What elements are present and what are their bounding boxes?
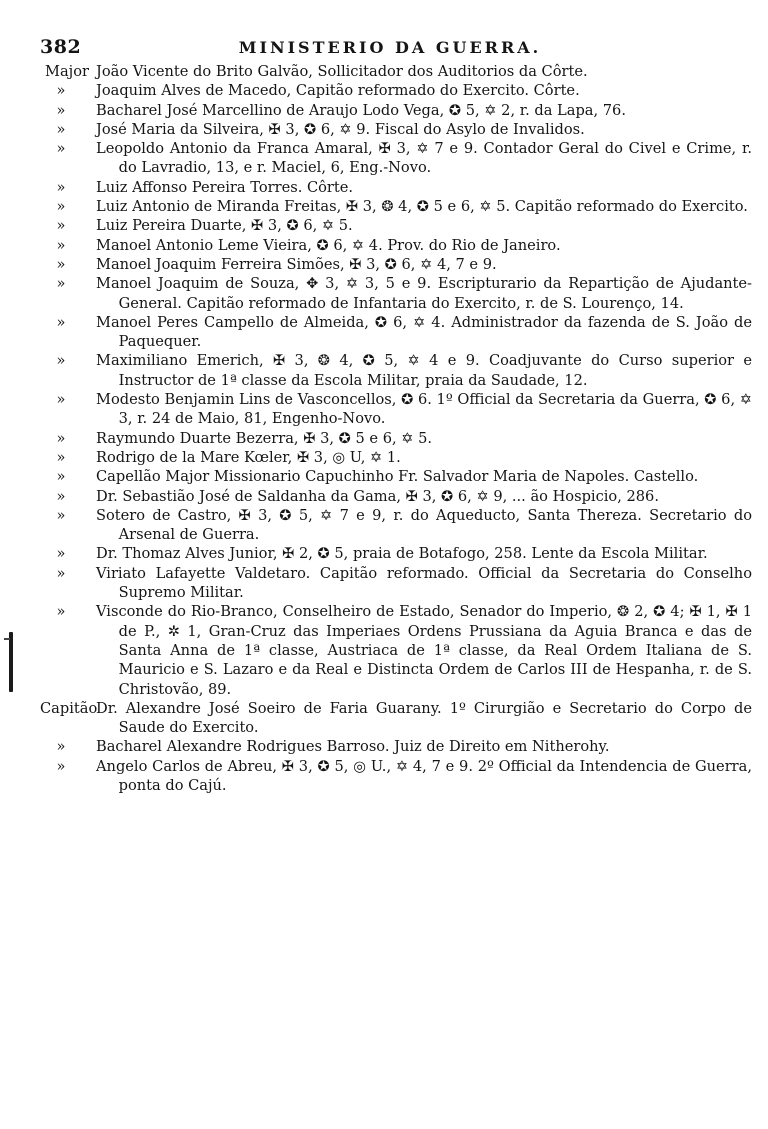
- entry-text: Raymundo Duarte Bezerra, ✠ 3, ✪ 5 e 6, ✡ 5.: [96, 429, 433, 447]
- entry-rank: »: [56, 757, 66, 775]
- list-entry: [40, 429, 752, 448]
- entry-rank: »: [56, 140, 66, 158]
- entry-rank: »: [56, 101, 66, 119]
- entry-rank: »: [56, 468, 66, 486]
- entry-text: Joaquim Alves de Macedo, Capitão reformado do Exercito. Côrte.: [96, 82, 580, 100]
- entry-text: Dr. Sebastião José de Saldanha da Gama, ✠ 3, ✪ 6, ✡ 9, ... ão Hospicio, 286.: [96, 487, 659, 505]
- list-entry: [40, 120, 752, 139]
- entry-rank: »: [56, 391, 66, 409]
- entry-rank: »: [56, 506, 66, 524]
- officer-list: [40, 62, 752, 795]
- entry-text: Bacharel Alexandre Rodrigues Barroso. Juiz de Direito em Nitherohy.: [96, 738, 610, 756]
- entry-rank: »: [56, 487, 66, 505]
- entry-rank: »: [56, 178, 66, 196]
- entry-text: Manoel Peres Campello de Almeida, ✪ 6, ✡ 4. Administrador da fazenda de S. João de Paquequer.: [96, 313, 752, 351]
- entry-rank: »: [56, 738, 66, 756]
- entry-rank: »: [56, 236, 66, 254]
- list-entry: [40, 197, 752, 216]
- entry-rank: »: [56, 275, 66, 293]
- entry-rank: »: [56, 313, 66, 331]
- list-entry: [40, 178, 752, 197]
- entry-text: Dr. Thomaz Alves Junior, ✠ 2, ✪ 5, praia de Botafogo, 258. Lente da Escola Militar.: [96, 545, 708, 563]
- list-entry: [40, 313, 752, 352]
- entry-text: Leopoldo Antonio da Franca Amaral, ✠ 3, ✡ 7 e 9. Contador Geral do Civel e Crime, r. do Lavradio, 13, e r. Maciel, 6, Eng.-Novo.: [96, 140, 752, 177]
- entry-text: Luiz Pereira Duarte, ✠ 3, ✪ 6, ✡ 5.: [96, 217, 353, 235]
- list-entry: [40, 602, 752, 698]
- entry-text: Angelo Carlos de Abreu, ✠ 3, ✪ 5, ◎ U., ✡ 4, 7 e 9. 2º Official da Intendencia de Guerra, ponta do Cajú.: [96, 757, 752, 794]
- entry-text: Rodrigo de la Mare Kœler, ✠ 3, ◎ U, ✡ 1.: [96, 448, 401, 466]
- margin-ink-dash: [4, 638, 10, 640]
- list-entry: [40, 487, 752, 506]
- entry-rank: »: [56, 603, 66, 621]
- list-entry: [40, 351, 752, 390]
- entry-text: Visconde do Rio-Branco, Conselheiro de Estado, Senador do Imperio, ❂ 2, ✪ 4; ✠ 1, ✠ 1 de P., ✲ 1, Gran-Cruz das Imperiaes Ordens Prussiana da Aguia Branca e das de Santa Anna de 1ª classe, Austriaca de 1ª classe, da Real Ordem Italiana de S. Mauricio e S. Lazaro e da Real e Distincta Ordem de Carlos III de Hespanha, r. de S. Christovão, 89.: [96, 603, 752, 698]
- entry-text: Luiz Antonio de Miranda Freitas, ✠ 3, ❂ 4, ✪ 5 e 6, ✡ 5. Capitão reformado do Exercito.: [96, 198, 748, 216]
- list-entry: [40, 81, 752, 100]
- list-entry: [40, 757, 752, 796]
- entry-text: Capellão Major Missionario Capuchinho Fr. Salvador Maria de Napoles. Castello.: [96, 468, 699, 486]
- page-header: [40, 36, 740, 58]
- list-entry: [40, 448, 752, 467]
- entry-rank: »: [56, 448, 66, 466]
- list-entry: [40, 62, 752, 81]
- list-entry: [40, 101, 752, 120]
- entry-text: Bacharel José Marcellino de Araujo Lodo Vega, ✪ 5, ✡ 2, r. da Lapa, 76.: [96, 101, 626, 119]
- list-entry: [40, 544, 752, 563]
- list-entry: [40, 737, 752, 756]
- entry-rank: »: [56, 255, 66, 273]
- entry-rank: Capitão: [40, 699, 98, 717]
- list-entry: [40, 564, 752, 603]
- entry-text: João Vicente do Brito Galvão, Sollicitador dos Auditorios da Côrte.: [96, 63, 588, 80]
- entry-text: Maximiliano Emerich, ✠ 3, ❂ 4, ✪ 5, ✡ 4 e 9. Coadjuvante do Curso superior e Instructor de 1ª classe da Escola Militar, praia da Saudade, 12.: [96, 352, 752, 389]
- entry-text: Luiz Affonso Pereira Torres. Côrte.: [96, 178, 354, 196]
- entry-text: José Maria da Silveira, ✠ 3, ✪ 6, ✡ 9. Fiscal do Asylo de Invalidos.: [96, 120, 585, 138]
- margin-ink-mark: [9, 632, 13, 692]
- list-entry: [40, 139, 752, 178]
- entry-text: Manoel Joaquim Ferreira Simões, ✠ 3, ✪ 6, ✡ 4, 7 e 9.: [96, 255, 497, 273]
- entry-text: Dr. Alexandre José Soeiro de Faria Guarany. 1º Cirurgião e Secretario do Corpo de Saude do Exercito.: [96, 699, 752, 737]
- entry-rank: »: [56, 82, 66, 100]
- entry-rank: »: [56, 429, 66, 447]
- entry-text: Manoel Joaquim de Souza, ✥ 3, ✡ 3, 5 e 9. Escripturario da Repartição de Ajudante-General. Capitão reformado de Infantaria do Exercito, r. de S. Lourenço, 14.: [96, 275, 752, 312]
- entry-text: Modesto Benjamin Lins de Vasconcellos, ✪ 6. 1º Official da Secretaria da Guerra, ✪ 6, ✡ 3, r. 24 de Maio, 81, Engenho-Novo.: [96, 391, 752, 428]
- entry-rank: »: [56, 120, 66, 138]
- entry-rank: »: [56, 352, 66, 370]
- list-entry: [40, 255, 752, 274]
- entry-rank: »: [56, 545, 66, 563]
- running-title: MINISTERIO DA GUERRA.: [238, 38, 542, 57]
- page-number: 382: [40, 36, 82, 58]
- entry-text: Sotero de Castro, ✠ 3, ✪ 5, ✡ 7 e 9, r. do Aqueducto, Santa Thereza. Secretario do Arsenal de Guerra.: [96, 506, 752, 544]
- list-entry: [40, 236, 752, 255]
- entry-rank: »: [56, 217, 66, 235]
- entry-rank: Major: [45, 63, 89, 80]
- list-entry: [40, 699, 752, 738]
- list-entry: [40, 274, 752, 313]
- entry-text: Viriato Lafayette Valdetaro. Capitão reformado. Official da Secretaria do Conselho Supremo Militar.: [96, 564, 752, 602]
- list-entry: [40, 390, 752, 429]
- entry-text: Manoel Antonio Leme Vieira, ✪ 6, ✡ 4. Prov. do Rio de Janeiro.: [96, 236, 561, 254]
- entry-rank: »: [56, 564, 66, 582]
- list-entry: [40, 467, 752, 486]
- list-entry: [40, 506, 752, 545]
- list-entry: [40, 216, 752, 235]
- entry-rank: »: [56, 198, 66, 216]
